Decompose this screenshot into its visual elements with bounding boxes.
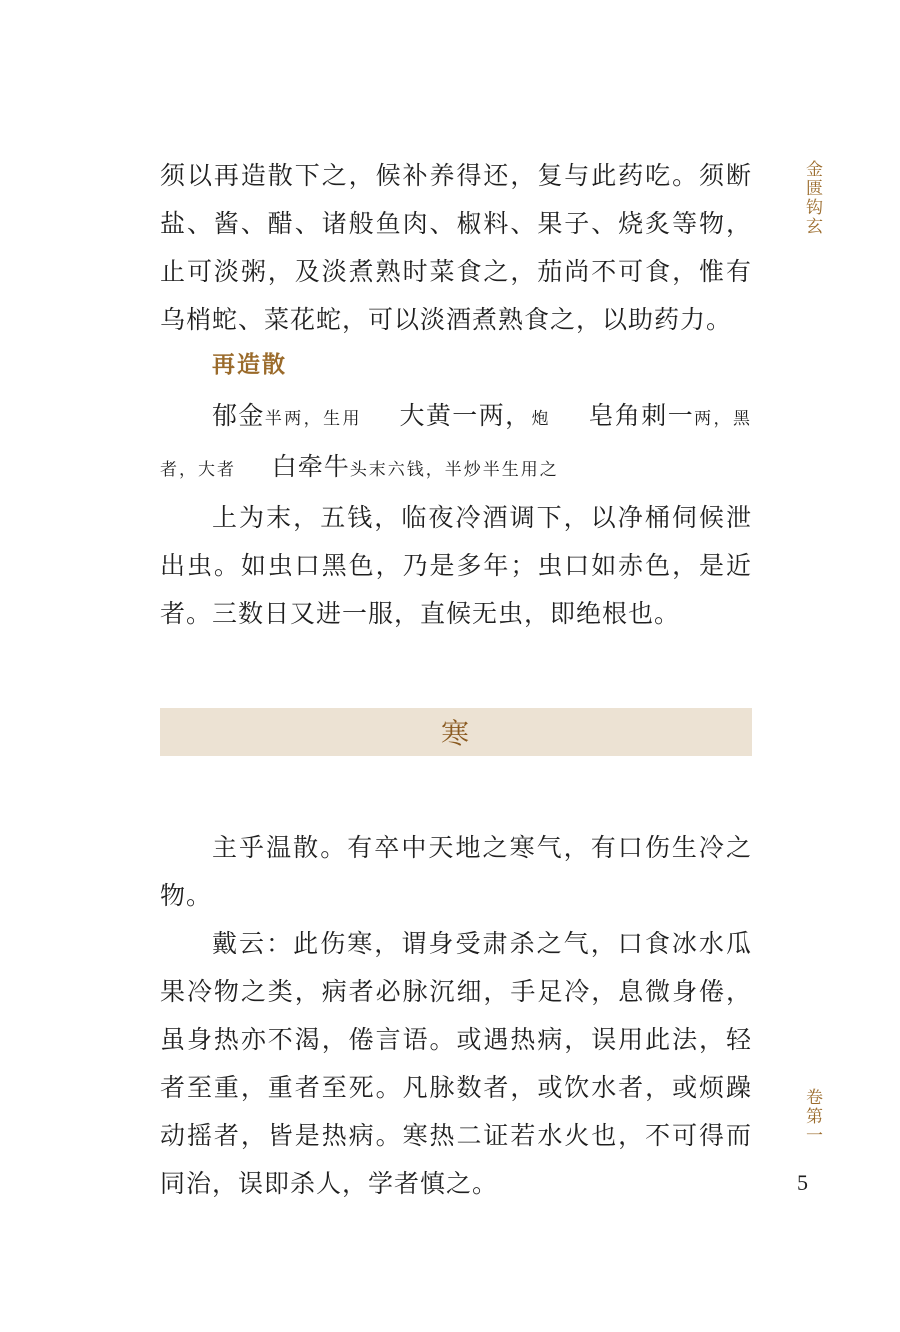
recipe-block: [160, 392, 752, 638]
section-paragraph: 戴云：此伤寒，谓身受肃杀之气，口食冰水瓜果冷物之类，病者必脉沉细，手足冷，息微身倦，虽身热亦不渴，倦言语。或遇热病，误用此法，轻者至重，重者至死。凡脉数者，或饮水者，或烦躁动摇者，皆是热病。寒热二证若水火也，不可得而同治，误即杀人，学者慎之。: [160, 929, 752, 1198]
top-text-block: [160, 152, 752, 344]
section-body: [160, 824, 752, 1208]
section-header-band: [160, 708, 752, 756]
top-paragraph: 须以再造散下之，候补养得还，复与此药吃。须断盐、酱、醋、诸般鱼肉、椒料、果子、烧炙等物，止可淡粥，及淡煮熟时菜食之，茄尚不可食，惟有乌梢蛇、菜花蛇，可以淡酒煮熟食之，以助药力。: [160, 161, 752, 334]
book-title-running-head: 金匮钩玄: [802, 160, 822, 236]
ingredient-name: 白牵牛: [271, 452, 350, 481]
section-title: 寒: [440, 717, 471, 750]
ingredient-name: 大黄一两，: [399, 401, 532, 430]
ingredient-note: 两，黑者，大者: [160, 409, 752, 480]
page-number: 5: [797, 1170, 808, 1195]
section-paragraph: 主乎温散。有卒中天地之寒气，有口伤生冷之物。: [160, 833, 752, 910]
ingredient-name: 皂角刺一: [588, 401, 695, 430]
chapter-running-head: 卷第一: [802, 1088, 822, 1145]
recipe-ingredients: [160, 392, 752, 494]
ingredient-note: 半两，生用: [264, 409, 362, 429]
ingredient-name: 郁金: [212, 401, 265, 430]
recipe-directions: 上为末，五钱，临夜冷酒调下，以净桶伺候泄出虫。如虫口黑色，乃是多年；虫口如赤色，是近者。三数日又进一服，直候无虫，即绝根也。: [160, 503, 752, 628]
ingredient-note: 头末六钱，半炒半生用之: [349, 460, 559, 480]
ingredient-note: 炮: [531, 409, 551, 429]
recipe-title: 再造散: [212, 351, 287, 378]
